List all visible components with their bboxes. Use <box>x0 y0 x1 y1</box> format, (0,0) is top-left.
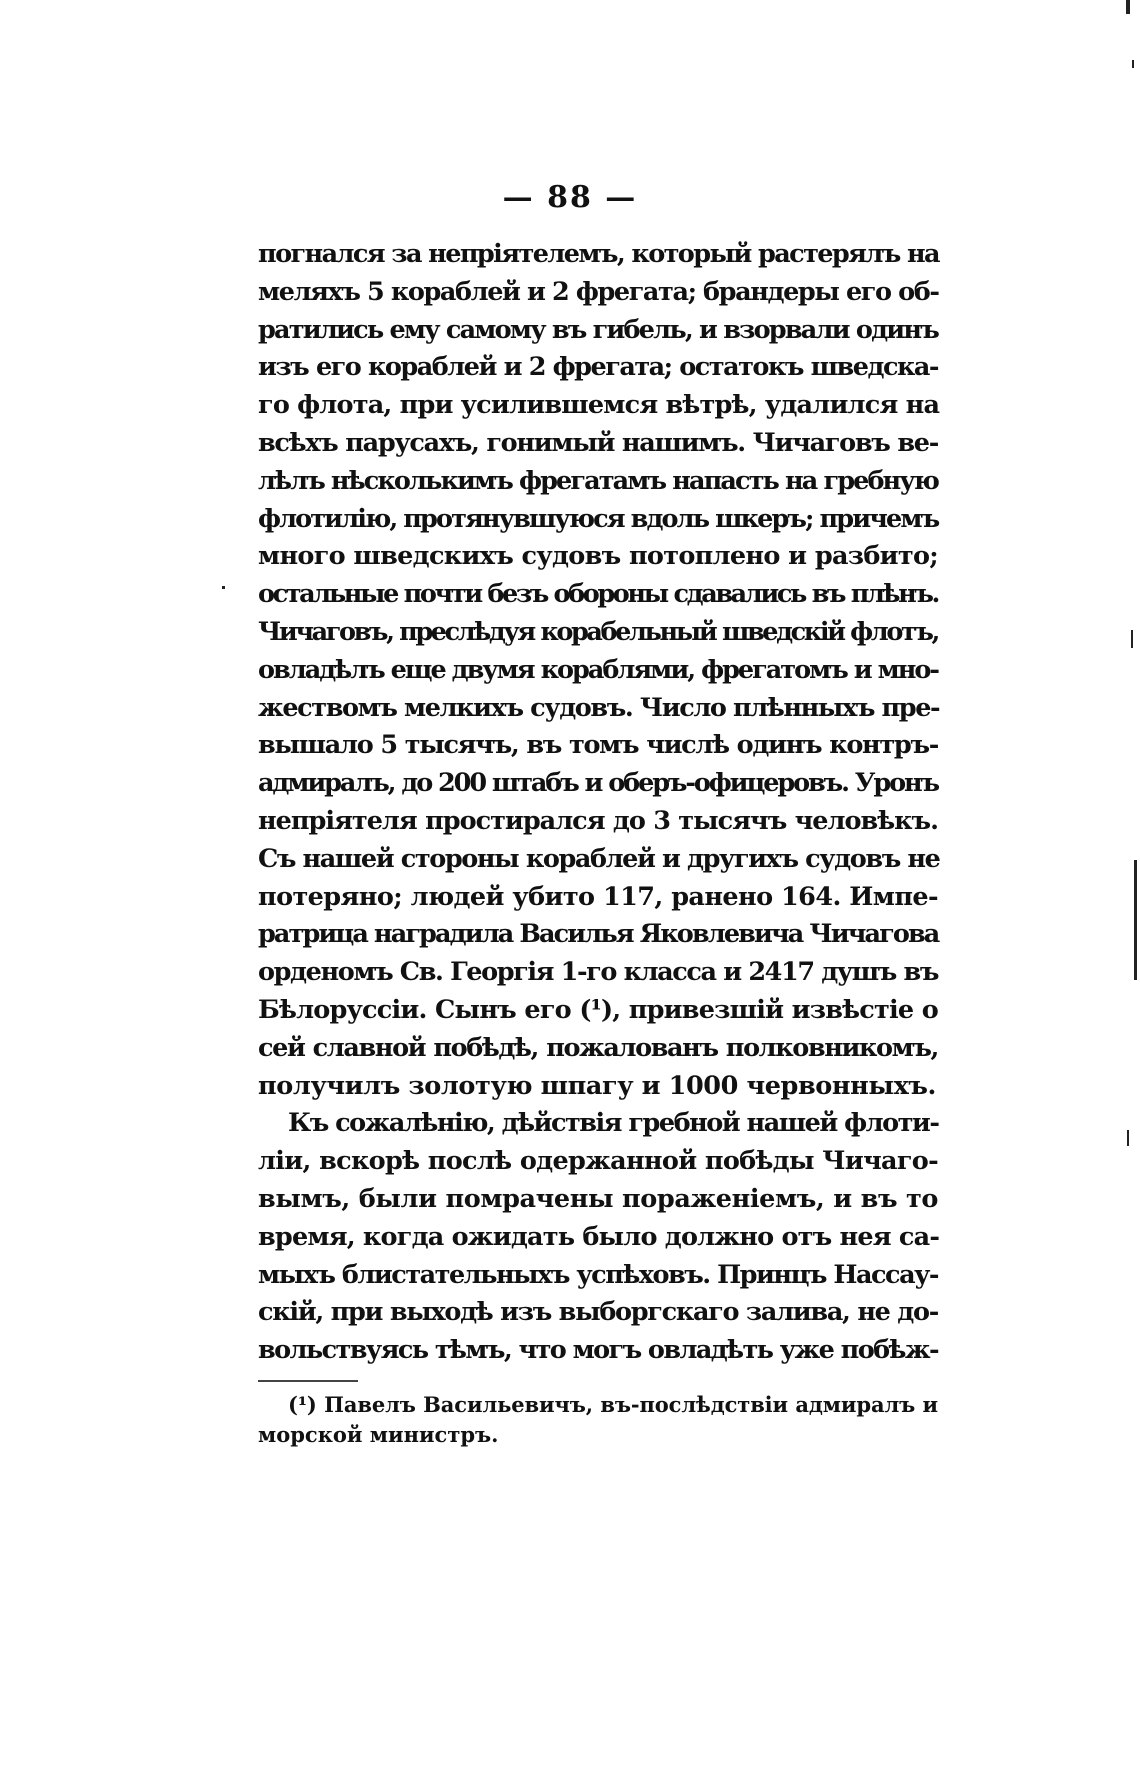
scan-mark <box>1126 0 1130 14</box>
paragraph-1 <box>258 236 938 1105</box>
text-line: го флота, при усилившемся вѣтрѣ, удалился на <box>258 390 940 421</box>
text-line: много шведскихъ судовъ потоплено и разбито; <box>258 541 938 572</box>
text-line: изъ его кораблей и 2 фрегата; остатокъ шведска- <box>258 352 938 383</box>
footnote-line: (¹) Павелъ Васильевичъ, въ-послѣдствіи адмиралъ и <box>288 1391 938 1417</box>
text-line: меляхъ 5 кораблей и 2 фрегата; брандеры его об- <box>258 276 939 307</box>
page-number: — 88 — <box>502 180 638 215</box>
scan-mark <box>1131 630 1133 648</box>
text-line: Бѣлоруссіи. Сынъ его (¹), привезшій извѣстіе о <box>258 994 938 1025</box>
text-line: ратились ему самому въ гибель, и взорвали одинъ <box>258 314 938 345</box>
text-line: жествомъ мелкихъ судовъ. Число плѣнныхъ пре- <box>258 692 940 723</box>
text-line: адмиралъ, до 200 штабъ и оберъ-офицеровъ. Уронъ <box>258 768 938 799</box>
text-line: потеряно; людей убито 117, ранено 164. Импе- <box>258 881 938 912</box>
text-line: флотилію, протянувшуюся вдоль шкеръ; причемъ <box>258 503 939 534</box>
scan-mark <box>1127 1130 1129 1146</box>
scan-mark <box>222 586 225 589</box>
text-line: время, когда ожидать было должно отъ нея са- <box>258 1221 940 1252</box>
paragraph-2 <box>258 1105 938 1370</box>
text-line: погнался за непріятелемъ, который растерялъ на <box>258 239 939 269</box>
text-line: овладѣлъ еще двумя кораблями, фрегатомъ и мно- <box>258 654 938 685</box>
text-line: непріятеля простирался до 3 тысячъ человѣкъ. <box>258 805 938 836</box>
text-line: всѣхъ парусахъ, гонимый нашимъ. Чичаговъ ве- <box>258 427 938 458</box>
text-line: вольствуясь тѣмъ, что могъ овладѣть уже побѣж- <box>258 1335 938 1366</box>
text-line: Съ нашей стороны кораблей и другихъ судовъ не <box>258 843 940 874</box>
body-text <box>258 236 938 1450</box>
footnote <box>258 1390 938 1450</box>
text-line: вышало 5 тысячъ, въ томъ числѣ одинъ контръ- <box>258 730 938 761</box>
text-line: ліи, вскорѣ послѣ одержанной побѣды Чичаго- <box>258 1146 938 1177</box>
text-line: вымъ, были помрачены пораженіемъ, и въ то <box>258 1183 938 1214</box>
scan-mark <box>1134 860 1137 980</box>
text-line: получилъ золотую шпагу и 1000 червонныхъ. <box>258 1070 937 1101</box>
text-line: ратрица наградила Василья Яковлевича Чичагова <box>258 919 939 950</box>
footnote-line: морской министръ. <box>258 1421 499 1447</box>
scan-mark <box>1132 60 1134 68</box>
text-line: остальные почти безъ обороны сдавались въ плѣнъ. <box>258 579 938 610</box>
text-line: Чичаговъ, преслѣдуя корабельный шведскій флотъ, <box>258 616 938 647</box>
footnote-rule <box>258 1380 358 1382</box>
text-line: сей славной побѣдѣ, пожалованъ полковникомъ, <box>258 1032 938 1063</box>
text-line: лѣлъ нѣсколькимъ фрегатамъ напасть на гребную <box>258 465 938 496</box>
text-line: скій, при выходѣ изъ выборгскаго залива, не до- <box>258 1297 938 1328</box>
text-line: мыхъ блистательныхъ успѣховъ. Принцъ Нассау- <box>258 1259 938 1290</box>
text-line: Къ сожалѣнію, дѣйствія гребной нашей флоти- <box>288 1108 939 1139</box>
text-line: орденомъ Св. Георгія 1-го класса и 2417 душъ въ <box>258 957 938 988</box>
